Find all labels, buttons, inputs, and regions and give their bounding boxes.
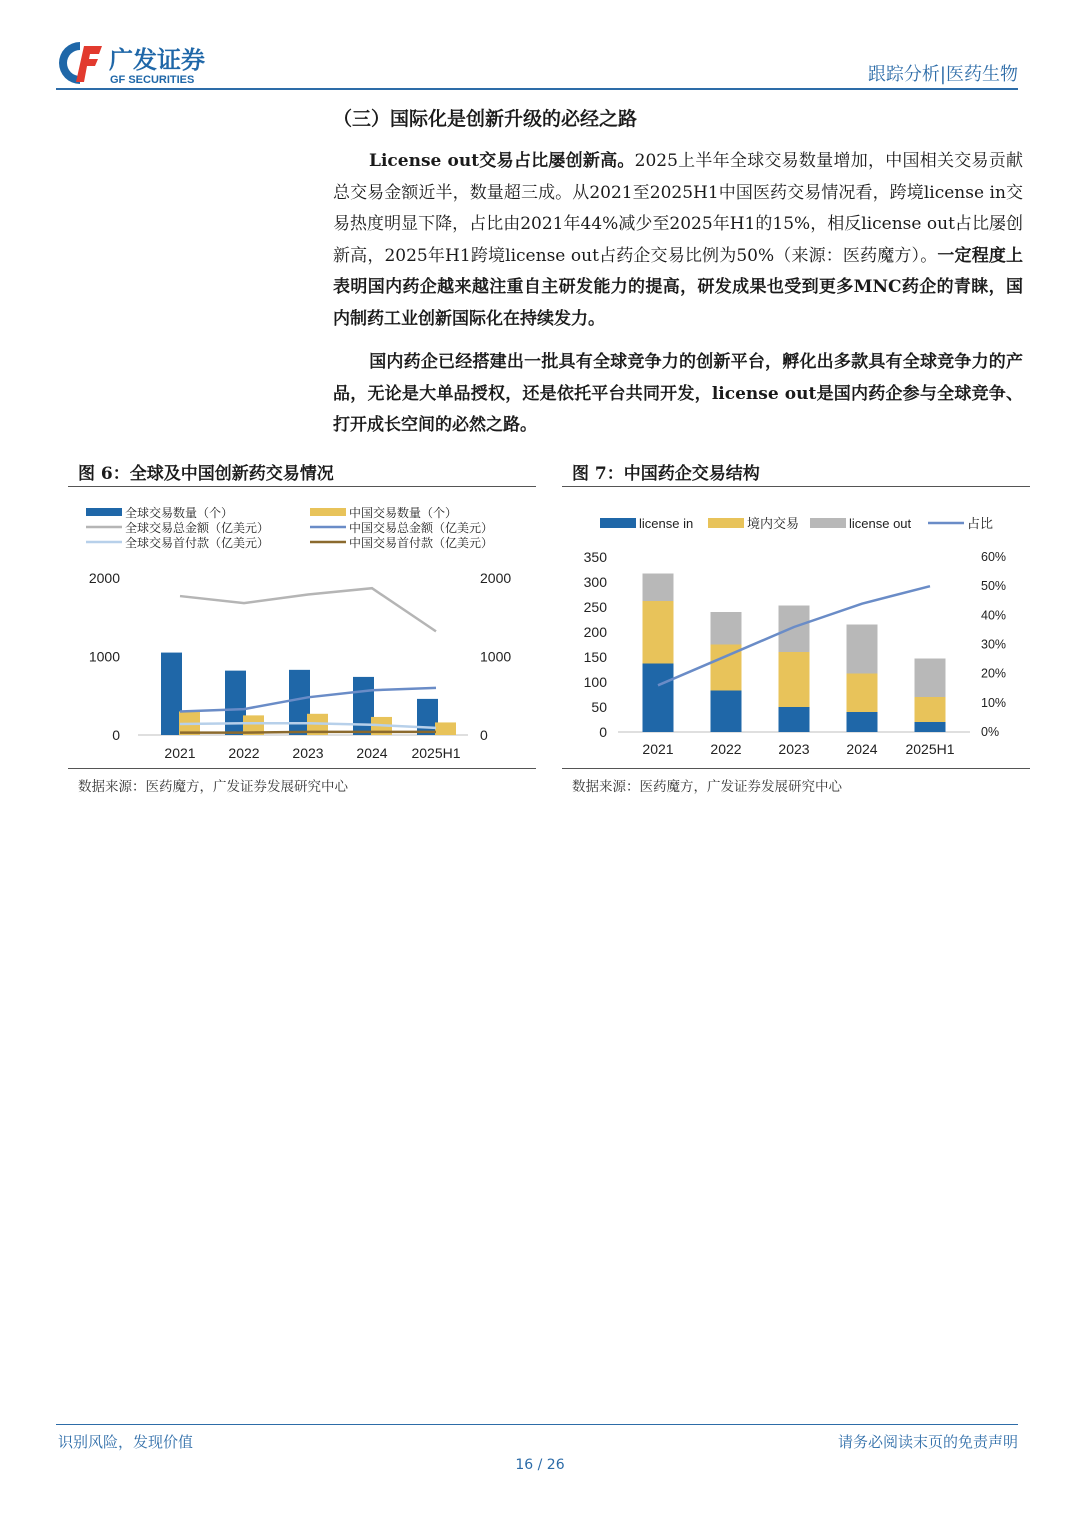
y-tick-label-left: 0: [599, 724, 607, 740]
section-title: （三）国际化是创新升级的必经之路: [333, 108, 638, 130]
x-tick-label: 2023: [778, 741, 810, 757]
legend-label: 境内交易: [747, 516, 800, 531]
y-tick-label-right: 0%: [981, 725, 1000, 739]
header-rule: [56, 88, 1018, 90]
x-tick-label: 2021: [164, 745, 196, 761]
legend-label: 中国交易数量（个）: [349, 506, 458, 520]
legend-label: 全球交易总金额（亿美元）: [125, 521, 270, 535]
report-type: 跟踪分析: [867, 64, 940, 85]
stacked-bar-segment: [915, 697, 946, 722]
series-line: [180, 588, 436, 631]
y-tick-label-left: 1000: [88, 648, 120, 665]
stacked-bar-segment: [847, 712, 878, 732]
paragraph2-text: 国内药企已经搭建出一批具有全球竞争力的创新平台，孵化出多款具有全球竞争力的产品，无论是大单品授权，还是依托平台共同开发，license out是国内药企参与全球竞争、打开成长空间的必然之路。: [333, 352, 1023, 435]
legend-swatch-bar: [810, 518, 846, 528]
stacked-bar-segment: [643, 601, 674, 664]
figure6-source: 数据来源：医药魔方，广发证券发展研究中心: [78, 779, 348, 795]
figure7-chart: [562, 490, 1030, 768]
figure6-bottom-rule: [68, 768, 536, 769]
gf-securities-logo: [56, 38, 236, 88]
figure7-top-rule: [562, 486, 1030, 487]
figure6-chart: [68, 490, 536, 768]
legend-label: 中国交易总金额（亿美元）: [349, 521, 494, 535]
figure7-bottom-rule: [562, 768, 1030, 769]
legend-label: license out: [849, 516, 912, 531]
y-tick-label-left: 50: [591, 699, 607, 715]
legend-label: 全球交易首付款（亿美元）: [125, 536, 270, 550]
x-tick-label: 2022: [710, 741, 742, 757]
y-tick-label-right: 50%: [981, 579, 1007, 594]
y-tick-label-left: 350: [583, 549, 607, 565]
stacked-bar-segment: [847, 674, 878, 713]
y-tick-label-left: 100: [583, 674, 607, 690]
figure6-title: 图 6：全球及中国创新药交易情况: [78, 464, 334, 484]
stacked-bar-segment: [711, 691, 742, 733]
paragraph-lead: License out交易占比屡创新高。: [369, 151, 635, 171]
x-tick-label: 2024: [846, 741, 878, 757]
x-tick-label: 2022: [228, 745, 260, 761]
y-tick-label-right: 1000: [480, 648, 512, 665]
x-tick-label: 2023: [292, 745, 324, 761]
y-tick-label-left: 0: [112, 727, 120, 743]
y-tick-label-right: 0: [480, 727, 488, 743]
legend-swatch-bar: [86, 508, 122, 516]
y-tick-label-left: 250: [583, 599, 607, 615]
bar-global-count: [225, 671, 246, 735]
page-number: 16 / 26: [515, 1457, 565, 1473]
figure7-title: 图 7：中国药企交易结构: [572, 464, 760, 484]
x-tick-label: 2021: [642, 741, 674, 757]
stacked-bar-segment: [847, 625, 878, 674]
figure7-bars: [643, 574, 946, 733]
y-tick-label-left: 200: [583, 624, 607, 640]
paragraph-emphasis: 一定程度上表明国内药企越来越注重自主研发能力的提高，研发成果也受到更多MNC药企的青睐，国内制药工业创新国际化在持续发力。: [333, 245, 1024, 329]
legend-swatch-bar: [600, 518, 636, 528]
header-report-tag: [868, 60, 1018, 86]
footer-disclaimer: 请务必阅读末页的免责声明: [837, 1433, 1018, 1451]
y-tick-label-right: 40%: [981, 608, 1007, 623]
logo-mark-icon: [59, 42, 102, 84]
bar-china-count: [435, 722, 456, 735]
y-tick-label-left: 2000: [88, 570, 120, 586]
legend-label: 中国交易首付款（亿美元）: [349, 536, 494, 550]
y-tick-label-right: 30%: [981, 637, 1007, 652]
sector-name: 医药生物: [946, 64, 1018, 85]
stacked-bar-segment: [643, 574, 674, 602]
footer-rule: [56, 1424, 1018, 1425]
header-separator: |: [939, 64, 946, 85]
bar-global-count: [353, 677, 374, 735]
bar-global-count: [417, 699, 438, 735]
y-tick-label-right: 20%: [981, 666, 1007, 681]
legend-label: 全球交易数量（个）: [125, 506, 234, 520]
stacked-bar-segment: [711, 612, 742, 645]
stacked-bar-segment: [643, 664, 674, 733]
figure7-source: 数据来源：医药魔方，广发证券发展研究中心: [572, 779, 842, 795]
figure6-legend: [86, 505, 493, 550]
figure7-legend: [600, 516, 993, 531]
legend-swatch-bar: [708, 518, 744, 528]
stacked-bar-segment: [779, 707, 810, 732]
y-tick-label-right: 2000: [480, 570, 512, 586]
series-line: [180, 732, 436, 733]
stacked-bar-segment: [915, 659, 946, 698]
figure6-top-rule: [68, 486, 536, 487]
legend-label: license in: [639, 516, 694, 531]
logo-en-text: GF SECURITIES: [110, 74, 195, 86]
legend-swatch-bar: [310, 508, 346, 516]
stacked-bar-segment: [779, 652, 810, 707]
bar-global-count: [161, 653, 182, 735]
y-tick-label-right: 60%: [981, 550, 1007, 564]
paragraph-body: 2025上半年全球交易数量增加，中国相关交易贡献总交易金额近半，数量超三成。从2021至2025H1中国医药交易情况看，跨境license in交易热度明显下降，占比由2021年44%减少至2025年H1的15%，相反license out占比屡创新高，2025年H1跨境license out占药企交易比例为50%（来源：医药魔方）。: [333, 151, 1024, 266]
paragraph-license-out: [333, 146, 1023, 335]
paragraph-platforms: [333, 347, 1023, 442]
legend-label: 占比: [967, 516, 994, 531]
y-tick-label-right: 10%: [981, 695, 1007, 710]
footer-slogan: 识别风险，发现价值: [58, 1433, 194, 1451]
y-tick-label-left: 300: [583, 574, 607, 590]
x-tick-label: 2025H1: [905, 741, 955, 757]
logo-cn-text: 广发证券: [109, 47, 205, 74]
y-tick-label-left: 150: [583, 649, 607, 665]
bar-global-count: [289, 670, 310, 735]
x-tick-label: 2024: [356, 745, 388, 761]
x-tick-label: 2025H1: [411, 745, 461, 761]
stacked-bar-segment: [779, 606, 810, 653]
stacked-bar-segment: [915, 722, 946, 732]
